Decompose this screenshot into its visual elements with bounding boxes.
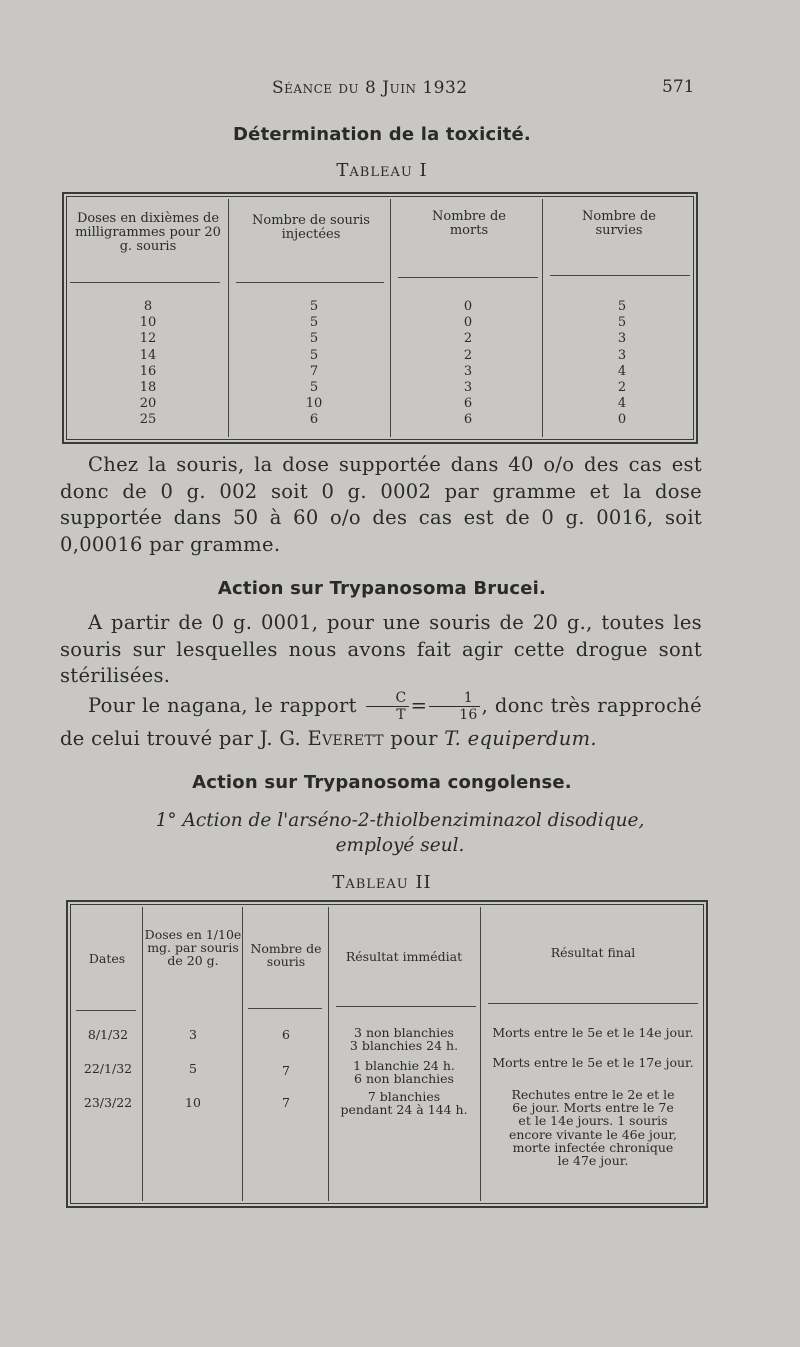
table2-row3-final: [482, 1088, 704, 1167]
cell: 6: [463, 412, 473, 428]
line: morte infectée chronique: [512, 1139, 674, 1155]
table2-row1-final: [482, 1026, 704, 1039]
line: 3 blanchies 24 h.: [349, 1038, 459, 1054]
cell: 4: [617, 396, 627, 412]
table2-row1-nombre: 6: [282, 1027, 290, 1042]
cell: 8: [143, 299, 153, 314]
line: pendant 24 à 144 h.: [340, 1102, 468, 1118]
line: encore vivante le 46e jour,: [508, 1126, 677, 1142]
table2-row3-nombre: 7: [282, 1095, 290, 1110]
text: pour: [390, 727, 438, 750]
cell: 3: [463, 380, 473, 396]
table1-header-survies: Nombre de survies: [582, 209, 656, 238]
cell: 5: [617, 299, 627, 314]
text: , donc très rapproché de celui trouvé par J. G.: [60, 694, 702, 750]
line: Morts entre le 5e et le 17e jour.: [492, 1055, 694, 1070]
fraction-c-t: [366, 690, 409, 723]
cell: 3: [617, 331, 627, 347]
running-title: Séance du 8 Juin 1932: [272, 78, 468, 98]
table1-col-injectees: [284, 299, 344, 429]
cell: 16: [139, 363, 157, 379]
cell: 7: [309, 363, 319, 379]
table2-row2-nombre: 7: [282, 1063, 290, 1078]
species-name: T. equiperdum.: [444, 727, 597, 750]
text: Pour le nagana, le rapport: [88, 694, 357, 717]
cell: 5: [617, 315, 627, 331]
table2-header-doses: Doses en 1/10e mg. par souris de 20 g.: [144, 927, 242, 969]
table1-col-doses: [118, 299, 178, 429]
page-number: 571: [662, 77, 695, 97]
section-heading-brucei: Action sur Trypanosoma Brucei.: [217, 578, 547, 599]
table2-row3-date: 23/3/22: [83, 1095, 133, 1110]
denominator: T: [396, 707, 406, 723]
table2-header-immediat: Résultat immédiat: [345, 949, 463, 964]
table1-header-morts: Nombre de morts: [432, 209, 506, 238]
subsection-title-line1: 1° Action de l'arséno-2-thiolbenziminazol disodique,: [155, 810, 645, 831]
cell: 0: [617, 412, 627, 428]
section-heading-congolense: Action sur Trypanosoma congolense.: [192, 772, 572, 793]
cell: 12: [139, 331, 157, 347]
denominator: 16: [459, 707, 478, 723]
section-heading-toxicite: Détermination de la toxicité.: [233, 124, 531, 145]
table1: [62, 192, 698, 444]
cell: 6: [463, 396, 473, 412]
equals-sign: =: [410, 694, 428, 717]
cell: 0: [463, 299, 473, 314]
table2-row1-immediat: [330, 1026, 478, 1052]
cell: 5: [309, 380, 319, 396]
cell: 6: [309, 412, 319, 428]
line: 3 non blanchies: [354, 1025, 454, 1040]
line: 6 non blanchies: [354, 1071, 454, 1087]
cell: 10: [305, 396, 323, 412]
cell: 14: [139, 347, 157, 363]
line: 1 blanchie 24 h.: [353, 1058, 455, 1073]
author-name: Everett: [307, 727, 384, 750]
paragraph-nagana: [60, 690, 702, 755]
table2: [66, 900, 708, 1208]
fraction-1-16: [429, 690, 479, 723]
line: 6e jour. Morts entre le 7e: [512, 1100, 674, 1116]
table2-row1-dose: 3: [189, 1027, 197, 1042]
cell: 3: [617, 347, 627, 363]
table2-row2-immediat: [330, 1059, 478, 1085]
cell: 5: [309, 299, 319, 314]
cell: 18: [139, 380, 157, 396]
table1-header-injectees: Nombre de souris injectées: [252, 213, 370, 242]
table2-row2-date: 22/1/32: [83, 1061, 133, 1076]
table2-row1-date: 8/1/32: [87, 1027, 129, 1042]
cell: 0: [463, 315, 473, 331]
table2-caption: Tableau II: [332, 872, 432, 893]
table1-header-doses: Doses en dixièmes de milligrammes pour 20 g. souris: [75, 211, 221, 254]
cell: 2: [617, 380, 627, 396]
table2-row2-dose: 5: [189, 1061, 197, 1076]
table1-caption: Tableau I: [336, 160, 428, 181]
cell: 5: [309, 331, 319, 347]
cell: 20: [139, 396, 157, 412]
table2-header-dates: Dates: [88, 951, 126, 966]
table2-row2-final: [482, 1056, 704, 1069]
cell: 4: [617, 363, 627, 379]
cell: 5: [309, 347, 319, 363]
line: Rechutes entre le 2e et le: [511, 1087, 675, 1102]
paragraph-sterilisees: A partir de 0 g. 0001, pour une souris de 20 g., toutes les souris sur lesquelles nous avons fait agir cette drogue sont stérilisées.: [60, 611, 702, 687]
cell: 25: [139, 412, 157, 428]
subsection-title-line2: employé seul.: [335, 835, 465, 856]
numerator: C: [366, 690, 409, 707]
table2-row3-dose: 10: [185, 1095, 201, 1110]
table2-header-nombre: Nombre de souris: [250, 941, 322, 970]
cell: 2: [463, 347, 473, 363]
paragraph-dose-supportee: Chez la souris, la dose supportée dans 40 o/o des cas est donc de 0 g. 002 soit 0 g. 0002 par gramme et la dose supportée dans 50 à 60 o/o des cas est de 0 g. 0016, soit 0,00016 par gramme.: [60, 453, 702, 556]
numerator: 1: [429, 690, 479, 707]
cell: 10: [139, 315, 157, 331]
cell: 5: [309, 315, 319, 331]
line: le 47e jour.: [557, 1153, 629, 1169]
table2-row3-immediat: [330, 1090, 478, 1116]
table1-col-survies: [592, 299, 652, 429]
line: et le 14e jours. 1 souris: [518, 1113, 668, 1129]
line: 7 blanchies: [367, 1089, 441, 1104]
table2-header-final: Résultat final: [550, 945, 636, 960]
cell: 3: [463, 363, 473, 379]
table1-col-morts: [438, 299, 498, 429]
cell: 2: [463, 331, 473, 347]
line: Morts entre le 5e et le 14e jour.: [492, 1025, 694, 1040]
